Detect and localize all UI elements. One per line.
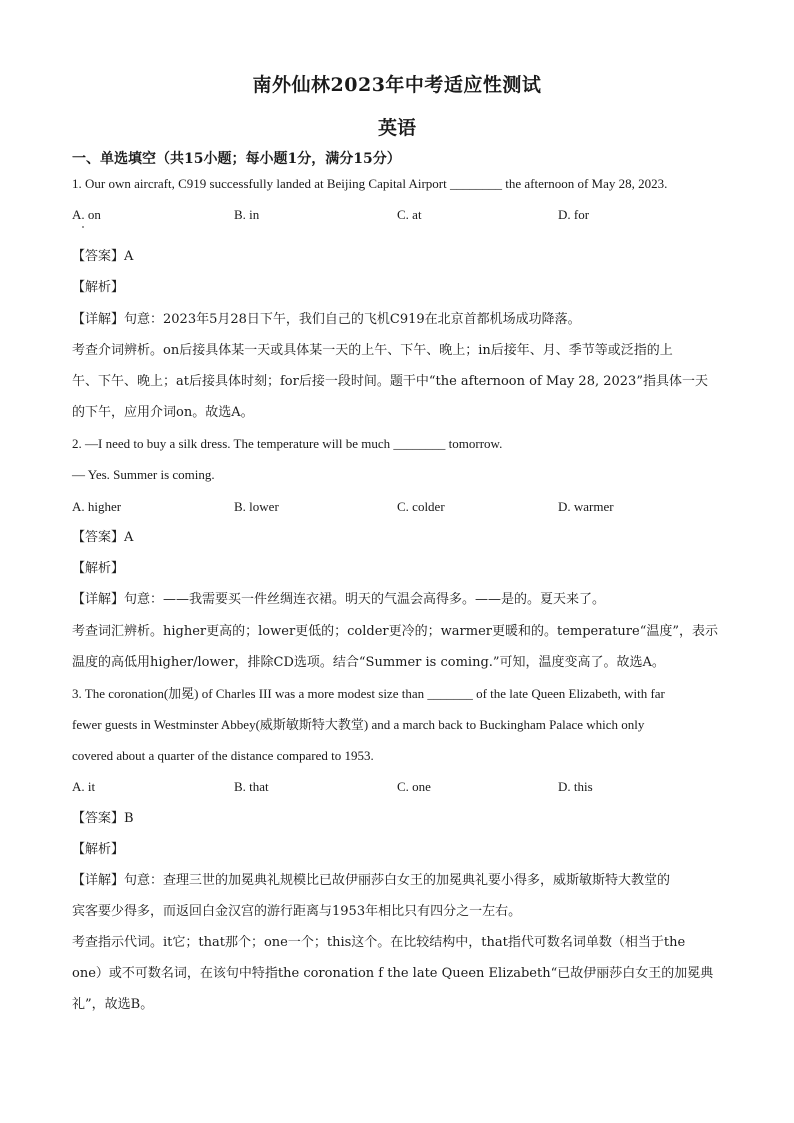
question-2-explanation-2: 温度的高低用higher/lower，排除CD选项。结合“Summer is coming.”可知，温度变高了。故选A。 bbox=[72, 655, 665, 670]
question-1-explanation-1: 考查介词辨析。on后接具体某一天或具体某一天的上午、下午、晚上；in后接年、月、季节等或泛指的上 bbox=[72, 343, 673, 358]
page-title: 南外仙林2023年中考适应性测试 bbox=[252, 74, 542, 96]
question-3-explanation-3: 礼”，故选B。 bbox=[72, 997, 154, 1012]
question-3-option-d: D. this bbox=[558, 779, 593, 794]
question-2-detail: 【详解】句意：——我需要买一件丝绸连衣裙。明天的气温会高得多。——是的。夏天来了。 bbox=[72, 592, 606, 607]
question-2-reply: — Yes. Summer is coming. bbox=[72, 467, 215, 482]
question-2-analysis-label: 【解析】 bbox=[72, 561, 125, 576]
question-3-explanation-1: 考查指示代词。it它；that那个；one一个；this这个。在比较结构中，that指代可数名词单数（相当于the bbox=[72, 935, 686, 950]
question-1-explanation-2: 午、下午、晚上；at后接具体时刻；for后接一段时间。题干中“the afternoon of May 28, 2023”指具体一天 bbox=[72, 374, 708, 389]
question-2-option-c: C. colder bbox=[397, 499, 445, 514]
section-heading: 一、单选填空（共15小题；每小题1分，满分15分） bbox=[72, 151, 401, 167]
question-3-detail-2: 宾客要少得多，而返回白金汉宫的游行距离与1953年相比只有四分之一左右。 bbox=[72, 904, 522, 919]
question-3-option-a: A. it bbox=[72, 779, 96, 794]
subject-title: 英语 bbox=[377, 117, 416, 139]
question-1-explanation-3: 的下午，应用介词on。故选A。 bbox=[72, 405, 254, 420]
question-1-option-d: D. for bbox=[558, 207, 590, 222]
question-1-answer: 【答案】A bbox=[72, 249, 134, 264]
question-3-option-c: C. one bbox=[397, 779, 431, 794]
question-3-stem-2: fewer guests in Westminster Abbey(威斯敏斯特大教堂) and a march back to Buckingham Palace which only bbox=[72, 717, 645, 732]
question-1-option-c: C. at bbox=[397, 207, 422, 222]
question-1-stem: 1. Our own aircraft, C919 successfully landed at Beijing Capital Airport ________ the afternoon of May 28, 2023. bbox=[72, 176, 668, 191]
question-3-explanation-2: one）或不可数名词，在该句中特指the coronation f the late Queen Elizabeth“已故伊丽莎白女王的加冕典 bbox=[72, 966, 714, 981]
question-3-option-b: B. that bbox=[234, 779, 269, 794]
question-1-option-a: A. on bbox=[72, 207, 101, 222]
question-2-stem: 2. —I need to buy a silk dress. The temperature will be much ________ tomorrow. bbox=[72, 436, 503, 451]
question-3-answer: 【答案】B bbox=[72, 811, 134, 826]
question-1-analysis-label: 【解析】 bbox=[72, 280, 125, 295]
question-1-option-b: B. in bbox=[234, 207, 260, 222]
question-2-option-b: B. lower bbox=[234, 499, 279, 514]
question-2-explanation-1: 考查词汇辨析。higher更高的；lower更低的；colder更冷的；warmer更暖和的。temperature“温度”，表示 bbox=[72, 624, 718, 639]
question-2-answer: 【答案】A bbox=[72, 530, 134, 545]
question-3-detail-1: 【详解】句意：查理三世的加冕典礼规模比已故伊丽莎白女王的加冕典礼要小得多，威斯敏斯特大教堂的 bbox=[72, 873, 671, 888]
question-2-option-a: A. higher bbox=[72, 499, 122, 514]
question-1-detail: 【详解】句意：2023年5月28日下午，我们自己的飞机C919在北京首都机场成功降落。 bbox=[72, 312, 581, 327]
question-2-option-d: D. warmer bbox=[558, 499, 614, 514]
question-3-analysis-label: 【解析】 bbox=[72, 842, 125, 857]
stray-dot bbox=[82, 226, 84, 228]
question-3-stem-1: 3. The coronation(加冕) of Charles III was a more modest size than _______ of the late Queen Elizabeth, with far bbox=[72, 686, 665, 701]
question-3-stem-3: covered about a quarter of the distance compared to 1953. bbox=[72, 748, 374, 763]
